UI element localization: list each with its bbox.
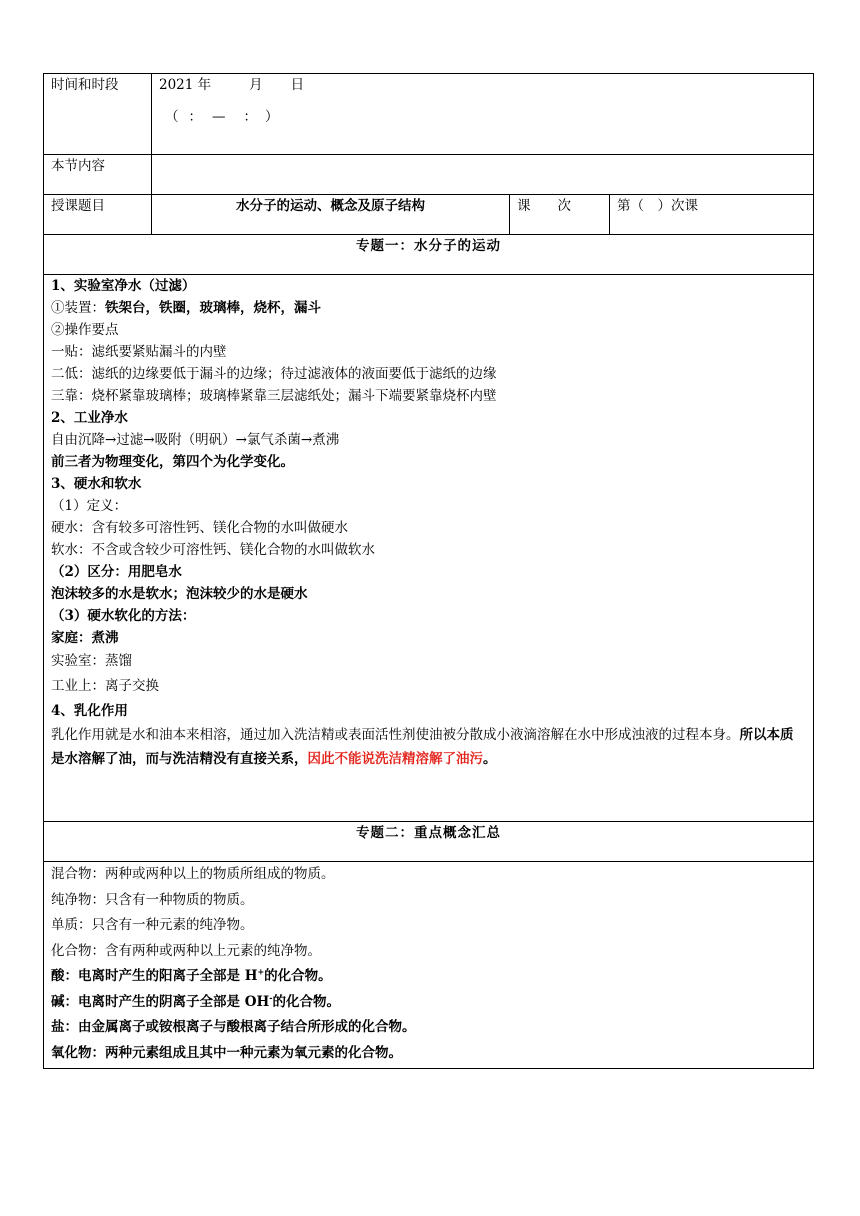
date-day: 日	[290, 77, 305, 93]
section2-body-row	[44, 862, 814, 1069]
concept-acid: 酸：电离时产生的阳离子全部是 H+的化合物。	[51, 966, 332, 984]
concept-oxide: 氧化物：两种元素组成且其中一种元素为氧元素的化合物。	[51, 1044, 402, 1061]
op-two: 二低：滤纸的边缘要低于漏斗的边缘；待过滤液体的液面要低于滤纸的边缘	[51, 366, 497, 382]
lesson-table	[43, 73, 814, 1069]
session-label: 课 次	[510, 195, 610, 235]
date-month: 月	[249, 77, 263, 93]
date-year: 2021 年	[159, 77, 212, 93]
device-line: ①装置：铁架台，铁圈，玻璃棒，烧杯，漏斗	[51, 300, 321, 316]
ops-title: ②操作要点	[51, 322, 119, 338]
content-label: 本节内容	[44, 155, 152, 195]
concept-base: 碱：电离时产生的阴离子全部是 OH-的化合物。	[51, 992, 341, 1010]
heading-filtration: 1、实验室净水（过滤）	[51, 278, 196, 294]
soften-industry: 工业上：离子交换	[51, 678, 159, 694]
hard-water-definition: 硬水：含有较多可溶性钙、镁化合物的水叫做硬水	[51, 520, 348, 536]
definition-title: （1）定义：	[51, 498, 128, 514]
op-one: 一贴：滤纸要紧贴漏斗的内壁	[51, 344, 227, 360]
concept-salt: 盐：由金属离子或铵根离子与酸根离子结合所形成的化合物。	[51, 1019, 416, 1035]
section1-body	[44, 275, 814, 822]
heading-industrial: 2、工业净水	[51, 410, 128, 426]
section2-body	[44, 862, 814, 1069]
topic-value: 水分子的运动、概念及原子结构	[152, 195, 510, 235]
lesson-sheet	[43, 73, 813, 1069]
concept-pure: 纯净物：只含有一种物质的物质。	[51, 891, 254, 908]
op-three: 三靠：烧杯紧靠玻璃棒；玻璃棒紧靠三层滤纸处；漏斗下端要紧靠烧杯内壁	[51, 388, 497, 404]
soft-water-definition: 软水：不含或含较少可溶性钙、镁化合物的水叫做软水	[51, 542, 375, 558]
concept-element: 单质：只含有一种元素的纯净物。	[51, 917, 254, 933]
industrial-steps: 自由沉降→过滤→吸附（明矾）→氯气杀菌→煮沸	[51, 432, 340, 448]
session-value: 第（ ）次课	[610, 195, 814, 235]
section1-header-row	[44, 235, 814, 275]
soften-lab: 实验室：蒸馏	[51, 653, 132, 669]
section1-body-row	[44, 275, 814, 822]
concept-compound: 化合物：含有两种或两种以上元素的纯净物。	[51, 942, 321, 959]
soften-home: 家庭：煮沸	[51, 630, 119, 646]
emulsification-paragraph: 乳化作用就是水和油本来相溶，通过加入洗洁精或表面活性剂使油被分散成小液滴溶解在水中形成浊液的过程本身。所以本质是水溶解了油，而与洗洁精没有直接关系，因此不能说洗洁精溶解了油污。	[51, 727, 794, 767]
distinguish-line: （2）区分：用肥皂水	[51, 564, 182, 580]
section2-title: 专题二：重点概念汇总	[44, 822, 814, 862]
content-row	[44, 155, 814, 195]
time-row	[44, 74, 814, 155]
concept-mixture: 混合物：两种或两种以上的物质所组成的物质。	[51, 866, 335, 882]
heading-emulsification: 4、乳化作用	[51, 703, 128, 719]
distinguish-note: 泡沫较多的水是软水；泡沫较少的水是硬水	[51, 586, 308, 602]
topic-label: 授课题目	[44, 195, 152, 235]
soften-title: （3）硬水软化的方法：	[51, 608, 196, 624]
heading-hard-soft: 3、硬水和软水	[51, 476, 142, 492]
section1-title: 专题一：水分子的运动	[44, 235, 814, 275]
topic-row	[44, 195, 814, 235]
time-range: （ ： — ： ）	[165, 109, 279, 125]
industrial-note: 前三者为物理变化，第四个为化学变化。	[51, 454, 294, 470]
time-value	[152, 74, 814, 155]
time-label: 时间和时段	[44, 74, 152, 155]
section2-header-row	[44, 822, 814, 862]
content-value	[152, 155, 814, 195]
